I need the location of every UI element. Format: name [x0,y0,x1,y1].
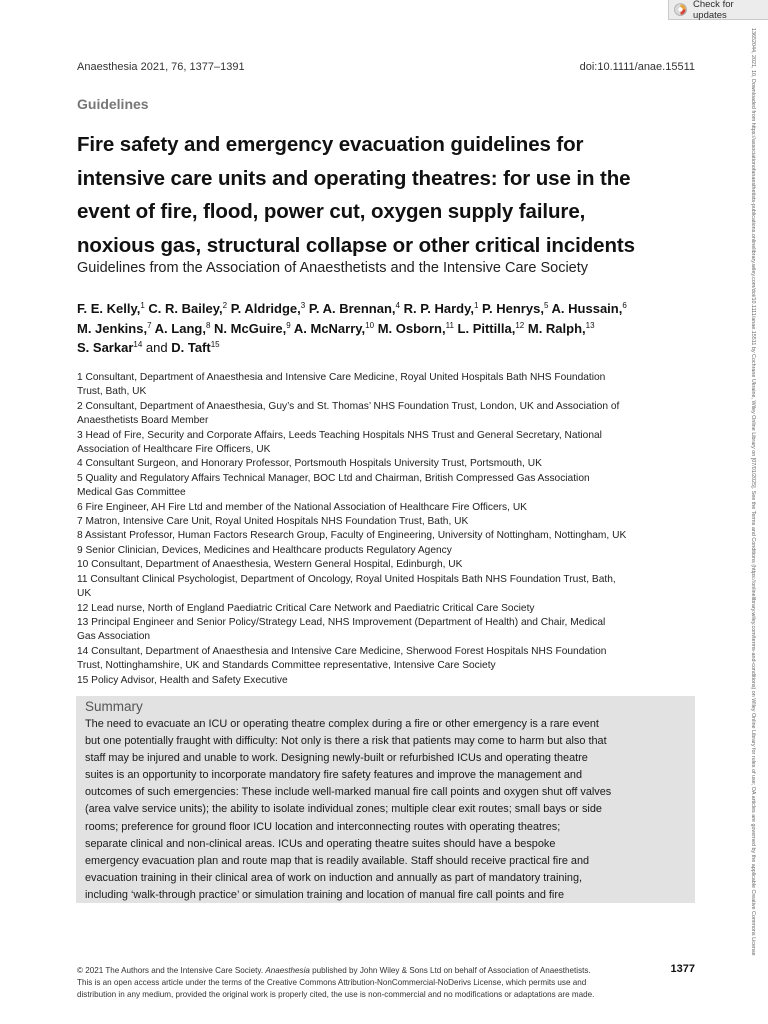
download-side-strip [748,28,762,1018]
author-affiliation-ref[interactable]: 2 [222,301,228,310]
author-list [77,299,695,358]
author-line [77,338,695,358]
affiliation-line: 2 Consultant, Department of Anaesthesia, Guy’s and St. Thomas’ NHS Foundation Trust, London, UK and Association of [77,400,620,412]
author-name: M. Osborn, [377,320,446,336]
author-affiliation-ref[interactable]: 3 [300,301,306,310]
author-name: M. Ralph, [527,320,586,336]
footer-publisher: published by John Wiley & Sons Ltd on behalf of Association of Anaesthetists. [309,966,591,975]
article-title [77,128,677,262]
author-conjunction: and [145,340,168,355]
summary-line: suites is an opportunity to incorporate mandatory fire safety features and improve the management and [85,769,583,782]
affiliation-line: Medical Gas Committee [77,487,186,499]
affiliation-line: 4 Consultant Surgeon, and Honorary Professor, Portsmouth Hospitals University Trust, Portsmouth, UK [77,458,542,470]
check-for-updates-icon [674,3,687,16]
author-name: S. Sarkar [77,340,134,355]
title-line: Fire safety and emergency evacuation guidelines for [77,133,584,156]
affiliation-line: 5 Quality and Regulatory Affairs Technical Manager, BOC Ltd and Chairman, British Compressed Gas Association [77,472,590,484]
affiliation-line: 6 Fire Engineer, AH Fire Ltd and member of the National Association of Healthcare Fire Officers, UK [77,501,527,513]
author-name: F. E. Kelly, [77,301,141,316]
footer-line-1 [77,965,695,977]
summary-line: but one potentially fraught with difficulty: Not only is there a risk that patients may come to harm but also that [85,735,607,748]
author-name: P. Aldridge, [230,301,301,316]
title-line: event of fire, flood, power cut, oxygen supply failure, [77,200,586,223]
author-name: C. R. Bailey, [148,301,223,316]
author-name: R. P. Hardy, [403,301,474,316]
check-for-updates-button[interactable] [668,0,768,20]
summary-box [76,696,695,903]
affiliation-line: 14 Consultant, Department of Anaesthesia and Intensive Care Medicine, Sherwood Forest Hospitals NHS Foundation [77,645,607,657]
affiliation-line: Trust, Bath, UK [77,386,147,398]
author-name: N. McGuire, [214,320,287,336]
copyright-footer [77,965,695,1001]
section-label: Guidelines [77,96,149,112]
summary-line: staff may be injured and unable to work. Designing newly-built or refurbished ICUs and operating theatre [85,752,588,765]
affiliation-line: Anaesthetists Board Member [77,415,209,427]
affiliation-line: 7 Matron, Intensive Care Unit, Royal United Hospitals NHS Foundation Trust, Bath, UK [77,516,469,528]
summary-heading: Summary [85,699,143,714]
footer-copyright: © 2021 The Authors and the Intensive Care Society. [77,966,266,975]
summary-line: evacuation training in their clinical area of work on induction and annually as part of mandatory training, [85,871,583,884]
summary-line: including ‘walk-through practice’ or simulation training and location of manual fire call points and fire [85,888,565,901]
author-name: M. Jenkins, [77,320,148,336]
affiliation-line: 10 Consultant, Department of Anaesthesia, Western General Hospital, Edinburgh, UK [77,559,463,571]
affiliation-line: 12 Lead nurse, North of England Paediatric Critical Care Network and Paediatric Critical Care Society [77,602,535,614]
author-affiliation-ref[interactable]: 11 [445,320,454,330]
affiliation-line: 9 Senior Clinician, Devices, Medicines and Healthcare products Regulatory Agency [77,544,452,556]
author-name: A. Hussain, [551,301,623,316]
summary-line: rooms; preference for ground floor ICU location and interconnecting routes with operating theatres; [85,820,561,833]
article-subtitle: Guidelines from the Association of Anaesthetists and the Intensive Care Society [77,260,589,276]
author-name: P. A. Brennan, [308,301,396,316]
author-affiliation-ref[interactable]: 1 [473,301,479,310]
summary-line: (area valve service units); the ability to isolate individual zones; multiple clear exit routes; small bays or side [85,803,602,816]
footer-journal-name: Anaesthesia [265,966,310,975]
author-affiliation-ref[interactable]: 5 [543,301,549,310]
summary-line: separate clinical and non-clinical areas. ICUs and operating theatre suites should have a bespoke [85,837,556,850]
author-line [77,299,695,319]
affiliation-line: 11 Consultant Clinical Psychologist, Department of Oncology, Royal United Hospitals Bath NHS Foundation Trust, Bath, [77,573,616,585]
author-affiliation-ref[interactable]: 1 [140,301,145,310]
author-affiliation-ref[interactable]: 15 [210,340,220,349]
author-affiliation-ref[interactable]: 10 [365,320,375,330]
author-affiliation-ref[interactable]: 8 [205,320,211,330]
author-name: A. McNarry, [293,320,366,336]
affiliation-line: 13 Principal Engineer and Senior Policy/Strategy Lead, NHS Improvement (Department of Health) and Chair, Medical [77,616,606,628]
summary-line: The need to evacuate an ICU or operating theatre complex during a fire or other emergency is a rare event [85,718,599,730]
affiliation-line: Trust, Nottinghamshire, UK and Standards Committee representative, Intensive Care Society [77,660,496,672]
doi-link[interactable]: doi:10.1111/anae.15511 [579,61,695,73]
author-name: D. Taft [171,340,211,355]
author-name: A. Lang, [154,320,206,336]
author-line [77,319,695,339]
author-name: L. Pittilla, [457,320,516,336]
summary-text [85,716,686,904]
affiliation-list [77,371,695,688]
author-affiliation-ref[interactable]: 4 [395,301,400,310]
author-affiliation-ref[interactable]: 13 [585,320,595,330]
title-line: intensive care units and operating theatres: for use in the [77,166,631,190]
affiliation-line: Gas Association [77,631,151,643]
title-line: noxious gas, structural collapse or other critical incidents [77,233,635,257]
page-number: 1377 [670,963,695,975]
download-notice-text: 13652044, 2021, 10, Downloaded from https://associationofanaesthetists-publications.onlinelibrary.wiley.com/doi/10.1111/anae.15511 by Cochrane Ukraine, Wiley Online Library on [07/01/2025]. See the Terms and Conditions (https://onlinelibrary.wiley.com/terms-and-conditions) on Wiley Online Library for rules of use; OA articles are governed by the applicable Creative Commons License [750,28,756,956]
affiliation-line: UK [77,588,92,600]
author-affiliation-ref[interactable]: 14 [133,340,143,349]
summary-line: emergency evacuation plan and route map that is readily available. Staff should receive practical fire and [85,854,590,867]
check-for-updates-label: Check for updates [693,0,734,21]
author-affiliation-ref[interactable]: 6 [622,301,627,310]
affiliation-line: 3 Head of Fire, Security and Corporate Affairs, Leeds Teaching Hospitals NHS Trust and General Secretary, National [77,429,602,441]
affiliation-line: 8 Assistant Professor, Human Factors Research Group, Faculty of Engineering, University of Nottingham, Nottingham, UK [77,530,627,542]
footer-line-3: distribution in any medium, provided the original work is properly cited, the use is non-commercial and no modifications or adaptations are made. [77,990,595,999]
affiliation-line: Association of Healthcare Fire Officers, UK [77,444,271,456]
author-affiliation-ref[interactable]: 7 [147,320,152,330]
author-name: P. Henrys, [482,301,544,316]
footer-line-2: This is an open access article under the terms of the Creative Commons Attribution-NonCommercial-NoDerivs License, which permits use and [77,978,587,987]
summary-line: outcomes of such emergencies: These include well-marked manual fire call points and oxygen shut off valves [85,786,612,799]
affiliation-line: 1 Consultant, Department of Anaesthesia and Intensive Care Medicine, Royal United Hospitals Bath NHS Foundation [77,372,606,383]
author-affiliation-ref[interactable]: 12 [515,320,525,330]
journal-citation: Anaesthesia 2021, 76, 1377–1391 [77,61,245,73]
affiliation-line: 15 Policy Advisor, Health and Safety Executive [77,674,288,686]
author-affiliation-ref[interactable]: 9 [286,320,291,330]
